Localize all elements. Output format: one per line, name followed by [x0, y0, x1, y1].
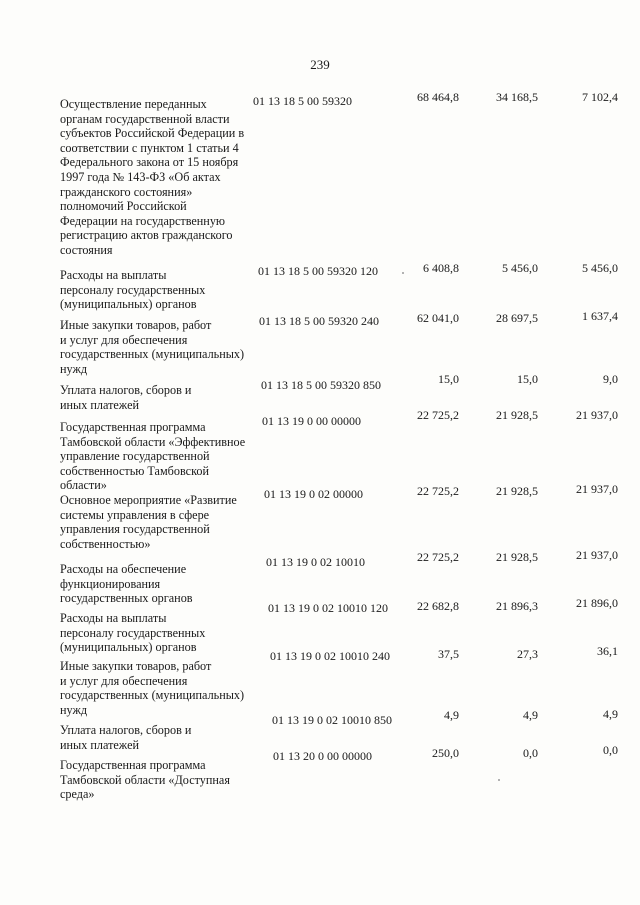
row-code: 01 13 20 0 00 00000 [273, 749, 372, 763]
row-description: Государственная программа Тамбовской области «Доступная среда» [60, 758, 230, 802]
row-code: 01 13 19 0 02 10010 120 [268, 601, 388, 615]
scan-speck [402, 272, 404, 274]
value-col-1: 62 041,0 [417, 311, 459, 325]
row-code: 01 13 18 5 00 59320 850 [261, 378, 381, 392]
value-col-3: 21 937,0 [576, 408, 618, 422]
value-col-1: 4,9 [444, 708, 459, 722]
value-col-1: 22 725,2 [417, 408, 459, 422]
value-col-3: 0,0 [603, 743, 618, 757]
row-description: Расходы на выплаты персоналу государственных (муниципальных) органов [60, 611, 206, 655]
row-description: Уплата налогов, сборов и иных платежей [60, 383, 192, 412]
value-col-1: 37,5 [438, 647, 459, 661]
row-description: Уплата налогов, сборов и иных платежей [60, 723, 192, 752]
value-col-3: 21 937,0 [576, 482, 618, 496]
value-col-3: 21 937,0 [576, 548, 618, 562]
row-description: Осуществление переданных органам государственной власти субъектов Российской Федерации в соответствии с пунктом 1 статьи 4 Федерального закона от 15 ноября 1997 года № 143-ФЗ «Об актах гражданского состояния» полномочий Российской Федерации на государственную регистрацию актов гражданского состояния [60, 97, 245, 257]
page-number: 239 [310, 57, 330, 72]
row-code: 01 13 19 0 00 00000 [262, 414, 361, 428]
value-col-1: 22 725,2 [417, 484, 459, 498]
value-col-2: 21 896,3 [496, 599, 538, 613]
value-col-3: 4,9 [603, 707, 618, 721]
row-code: 01 13 18 5 00 59320 [253, 94, 352, 108]
value-col-2: 34 168,5 [496, 90, 538, 104]
row-code: 01 13 19 0 02 10010 850 [272, 713, 392, 727]
value-col-3: 5 456,0 [582, 261, 618, 275]
row-description: Расходы на выплаты персоналу государственных (муниципальных) органов [60, 268, 206, 312]
value-col-1: 15,0 [438, 372, 459, 386]
value-col-2: 21 928,5 [496, 408, 538, 422]
row-description: Иные закупки товаров, работ и услуг для обеспечения государственных (муниципальных) нужд [60, 318, 245, 376]
row-code: 01 13 18 5 00 59320 120 [258, 264, 378, 278]
value-col-3: 1 637,4 [582, 309, 618, 323]
value-col-2: 27,3 [517, 647, 538, 661]
value-col-2: 15,0 [517, 372, 538, 386]
value-col-1: 68 464,8 [417, 90, 459, 104]
value-col-3: 9,0 [603, 372, 618, 386]
value-col-2: 4,9 [523, 708, 538, 722]
row-description: Расходы на обеспечение функционирования государственных органов [60, 562, 193, 606]
row-code: 01 13 19 0 02 10010 [266, 555, 365, 569]
value-col-2: 0,0 [523, 746, 538, 760]
value-col-1: 22 725,2 [417, 550, 459, 564]
value-col-3: 36,1 [597, 644, 618, 658]
scan-speck [498, 779, 500, 781]
row-description: Основное мероприятие «Развитие системы управления в сфере управления государственной собственностью» [60, 493, 237, 551]
value-col-1: 6 408,8 [423, 261, 459, 275]
value-col-1: 250,0 [432, 746, 459, 760]
row-description: Иные закупки товаров, работ и услуг для обеспечения государственных (муниципальных) нужд [60, 659, 245, 717]
value-col-3: 21 896,0 [576, 596, 618, 610]
value-col-2: 28 697,5 [496, 311, 538, 325]
value-col-2: 5 456,0 [502, 261, 538, 275]
row-code: 01 13 19 0 02 10010 240 [270, 649, 390, 663]
row-code: 01 13 19 0 02 00000 [264, 487, 363, 501]
row-code: 01 13 18 5 00 59320 240 [259, 314, 379, 328]
value-col-1: 22 682,8 [417, 599, 459, 613]
row-description: Государственная программа Тамбовской области «Эффективное управление государственной собственностью Тамбовской области» [60, 420, 246, 493]
value-col-3: 7 102,4 [582, 90, 618, 104]
value-col-2: 21 928,5 [496, 484, 538, 498]
value-col-2: 21 928,5 [496, 550, 538, 564]
